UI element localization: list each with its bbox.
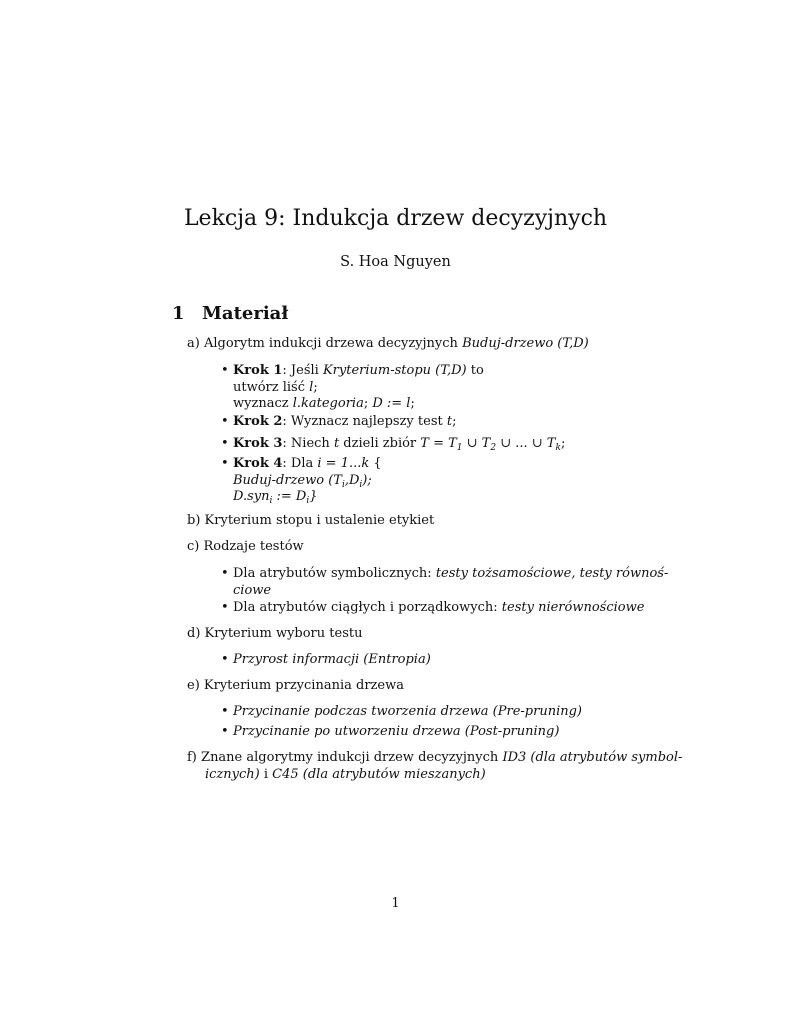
step-text: ; bbox=[313, 379, 318, 395]
section-title: Materiał bbox=[202, 303, 289, 324]
item-label: a) bbox=[187, 336, 200, 351]
step-emph: l.kategoria bbox=[292, 396, 364, 411]
bullet-icon: • bbox=[221, 566, 229, 581]
step-krok-4 bbox=[233, 456, 382, 506]
bullet-entropy: Przyrost informacji (Entropia) bbox=[233, 652, 431, 667]
item-text: Kryterium przycinania drzewa bbox=[203, 678, 404, 693]
item-emph: icznych) bbox=[205, 767, 260, 782]
math-expression: i = 1...k bbox=[317, 456, 370, 471]
bullet-icon: • bbox=[221, 436, 229, 451]
step-krok-1 bbox=[233, 363, 484, 413]
bullet-icon: • bbox=[221, 704, 229, 719]
bullet-text: Dla atrybutów ciągłych i porządkowych: bbox=[233, 600, 502, 615]
step-emph: Kryterium-stopu (T,D) bbox=[322, 363, 467, 378]
step-text: : Wyznacz najlepszy test bbox=[282, 414, 447, 429]
section-heading bbox=[172, 303, 288, 324]
bullet-emph: testy nierównościowe bbox=[501, 600, 645, 615]
step-text: ; bbox=[363, 396, 373, 411]
step-text: { bbox=[369, 456, 382, 471]
bullet-emph: testy tożsamościowe, testy równoś- bbox=[435, 566, 669, 581]
bullet-icon: • bbox=[221, 414, 229, 429]
step-text: : Dla bbox=[282, 456, 318, 471]
item-label: f) bbox=[187, 750, 197, 765]
bullet-emph: ciowe bbox=[233, 582, 272, 598]
item-label: e) bbox=[187, 678, 200, 693]
item-text: Algorytm indukcji drzewa decyzyjnych bbox=[203, 336, 463, 351]
item-text: i bbox=[259, 767, 273, 782]
item-emph: Buduj-drzewo (T,D) bbox=[462, 336, 589, 351]
item-emph: ID3 (dla atrybutów symbol- bbox=[502, 750, 683, 765]
bullet-post-pruning: Przycinanie po utworzeniu drzewa (Post-pruning) bbox=[233, 724, 560, 739]
step-line: D.syn$_i$ := $D_i$} bbox=[233, 489, 318, 506]
item-text: Kryterium stopu i ustalenie etykiet bbox=[204, 513, 435, 528]
step-var: l bbox=[309, 379, 314, 395]
bullet-continuous bbox=[233, 600, 644, 617]
list-item-f-continued bbox=[205, 767, 486, 784]
step-name: Krok 3 bbox=[233, 436, 283, 451]
bullet-text: Dla atrybutów symbolicznych: bbox=[233, 566, 436, 581]
step-text: : Niech bbox=[282, 436, 334, 451]
item-label: b) bbox=[187, 513, 201, 528]
math-expression: $T = T_1$ ∪ $T_2$ ∪ ... ∪ $T_k$ bbox=[420, 436, 561, 453]
list-item-a bbox=[187, 336, 589, 353]
item-label: c) bbox=[187, 539, 200, 554]
bullet-icon: • bbox=[221, 363, 229, 378]
document-title: Lekcja 9: Indukcja drzew decyzyjnych bbox=[183, 206, 608, 231]
step-emph: D := l bbox=[372, 396, 411, 411]
bullet-pre-pruning: Przycinanie podczas tworzenia drzewa (Pre-pruning) bbox=[233, 704, 582, 719]
bullet-symbolic bbox=[233, 566, 668, 599]
step-text: utwórz liść bbox=[233, 379, 310, 395]
item-text: Rodzaje testów bbox=[203, 539, 304, 554]
bullet-icon: • bbox=[221, 652, 229, 667]
list-item-e bbox=[187, 678, 404, 695]
document-author: S. Hoa Nguyen bbox=[340, 254, 451, 270]
list-item-b bbox=[187, 513, 434, 530]
step-text: ; bbox=[560, 436, 566, 451]
bullet-icon: • bbox=[221, 456, 229, 471]
step-text: ; bbox=[410, 396, 415, 411]
step-var: t bbox=[446, 414, 453, 429]
step-name: Krok 1 bbox=[233, 363, 283, 378]
list-item-d bbox=[187, 626, 362, 643]
item-text: Kryterium wyboru testu bbox=[204, 626, 363, 641]
item-emph: C45 (dla atrybutów mieszanych) bbox=[272, 767, 486, 782]
step-krok-3 bbox=[233, 436, 565, 453]
section-number: 1 bbox=[172, 303, 185, 324]
step-text: wyznacz bbox=[233, 396, 293, 411]
step-krok-2 bbox=[233, 414, 456, 431]
item-label: d) bbox=[187, 626, 201, 641]
step-line: Buduj-drzewo $(T_i,D_i)$; bbox=[233, 472, 372, 490]
step-name: Krok 2 bbox=[233, 414, 283, 429]
step-text: to bbox=[466, 363, 484, 378]
step-name: Krok 4 bbox=[233, 456, 283, 471]
step-text: : Jeśli bbox=[282, 363, 323, 378]
step-text: ; bbox=[452, 414, 457, 429]
bullet-icon: • bbox=[221, 600, 229, 615]
page-number: 1 bbox=[391, 896, 400, 911]
bullet-icon: • bbox=[221, 724, 229, 739]
step-var: t bbox=[333, 436, 340, 451]
step-text: dzieli zbiór bbox=[339, 436, 421, 451]
list-item-f bbox=[187, 750, 682, 767]
item-text: Znane algorytmy indukcji drzew decyzyjnych bbox=[201, 750, 503, 765]
list-item-c bbox=[187, 539, 304, 556]
